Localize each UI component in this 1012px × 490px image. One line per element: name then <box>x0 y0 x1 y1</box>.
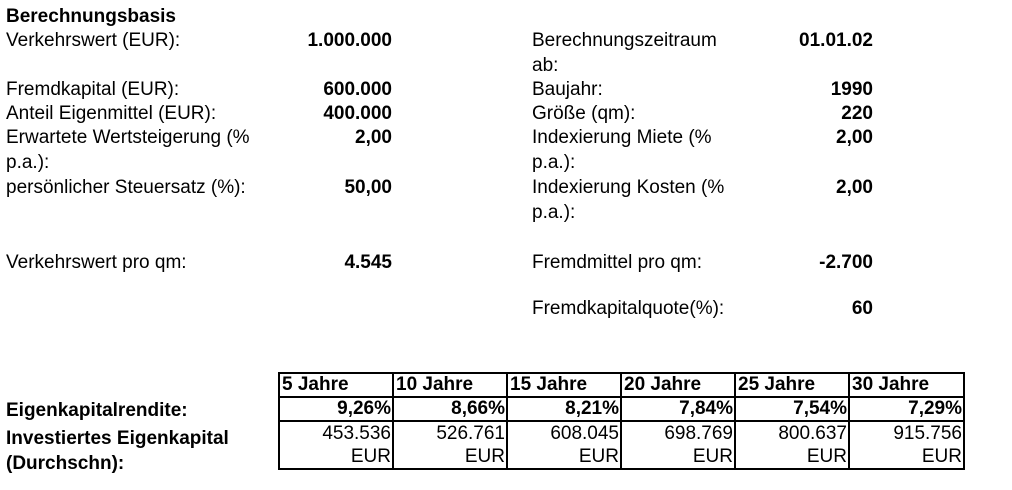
fremdkapital-label: Fremdkapital (EUR): <box>6 79 180 100</box>
zeitraum-value: 01.01.02 <box>799 30 873 51</box>
eigenkapital-amount: 800.637 <box>778 423 847 444</box>
period-header: 5 Jahre <box>279 373 393 397</box>
rendite-row <box>279 397 964 421</box>
period-header-row <box>279 373 964 397</box>
eigenkapital-cell <box>849 421 964 469</box>
currency-label: EUR <box>350 446 391 467</box>
groesse-value: 220 <box>841 103 873 124</box>
index-kosten-label: Indexierung Kosten (% p.a.): <box>532 177 725 223</box>
zeitraum-label: Berechnungszeitraum ab: <box>532 30 717 76</box>
period-header: 30 Jahre <box>849 373 964 397</box>
wertsteigerung-label: Erwartete Wertsteigerung (% p.a.): <box>6 127 250 173</box>
rendite-cell: 9,26% <box>279 397 393 421</box>
period-header: 15 Jahre <box>507 373 621 397</box>
eigenkapital-cell <box>279 421 393 469</box>
verkehrswert-value: 1.000.000 <box>307 30 392 51</box>
currency-label: EUR <box>692 446 733 467</box>
eigenkapital-amount: 526.761 <box>436 423 505 444</box>
fremdkapital-value: 600.000 <box>323 79 392 100</box>
eigenkapital-row-label-line2: (Durchschn): <box>6 453 125 474</box>
currency-label: EUR <box>464 446 505 467</box>
currency-label: EUR <box>806 446 847 467</box>
rendite-cell: 8,21% <box>507 397 621 421</box>
eigenkapital-row-label-line1: Investiertes Eigenkapital <box>6 428 229 449</box>
verkehrswert-qm-label: Verkehrswert pro qm: <box>6 252 187 273</box>
eigenkapital-amount: 698.769 <box>664 423 733 444</box>
fremdkapitalquote-label: Fremdkapitalquote(%): <box>532 298 725 319</box>
rendite-row-label: Eigenkapitalrendite: <box>6 400 188 421</box>
eigenkapital-cell <box>393 421 507 469</box>
eigenkapital-row <box>279 421 964 469</box>
rendite-cell: 7,84% <box>621 397 735 421</box>
fremdmittel-qm-label: Fremdmittel pro qm: <box>532 252 702 273</box>
eigenkapital-amount: 453.536 <box>322 423 391 444</box>
rendite-cell: 8,66% <box>393 397 507 421</box>
section-title: Berechnungsbasis <box>6 6 176 27</box>
verkehrswert-label: Verkehrswert (EUR): <box>6 30 181 51</box>
period-header: 20 Jahre <box>621 373 735 397</box>
fremdkapitalquote-value: 60 <box>851 298 873 319</box>
eigenmittel-label: Anteil Eigenmittel (EUR): <box>6 103 217 124</box>
period-header: 25 Jahre <box>735 373 849 397</box>
index-kosten-value: 2,00 <box>836 177 873 198</box>
rendite-cell: 7,54% <box>735 397 849 421</box>
rendite-cell: 7,29% <box>849 397 964 421</box>
index-miete-label: Indexierung Miete (% p.a.): <box>532 127 712 173</box>
wertsteigerung-value: 2,00 <box>355 127 392 148</box>
steuersatz-label: persönlicher Steuersatz (%): <box>6 177 246 198</box>
groesse-label: Größe (qm): <box>532 103 636 124</box>
results-table <box>278 372 965 470</box>
eigenkapital-cell <box>735 421 849 469</box>
period-header: 10 Jahre <box>393 373 507 397</box>
verkehrswert-qm-value: 4.545 <box>344 252 392 273</box>
eigenkapital-amount: 915.756 <box>893 423 962 444</box>
index-miete-value: 2,00 <box>836 127 873 148</box>
currency-label: EUR <box>578 446 619 467</box>
eigenkapital-cell <box>507 421 621 469</box>
currency-label: EUR <box>921 446 962 467</box>
eigenkapital-amount: 608.045 <box>550 423 619 444</box>
fremdmittel-qm-value: -2.700 <box>819 252 873 273</box>
baujahr-label: Baujahr: <box>532 79 603 100</box>
steuersatz-value: 50,00 <box>344 177 392 198</box>
eigenkapital-cell <box>621 421 735 469</box>
baujahr-value: 1990 <box>830 79 873 100</box>
eigenmittel-value: 400.000 <box>323 103 392 124</box>
